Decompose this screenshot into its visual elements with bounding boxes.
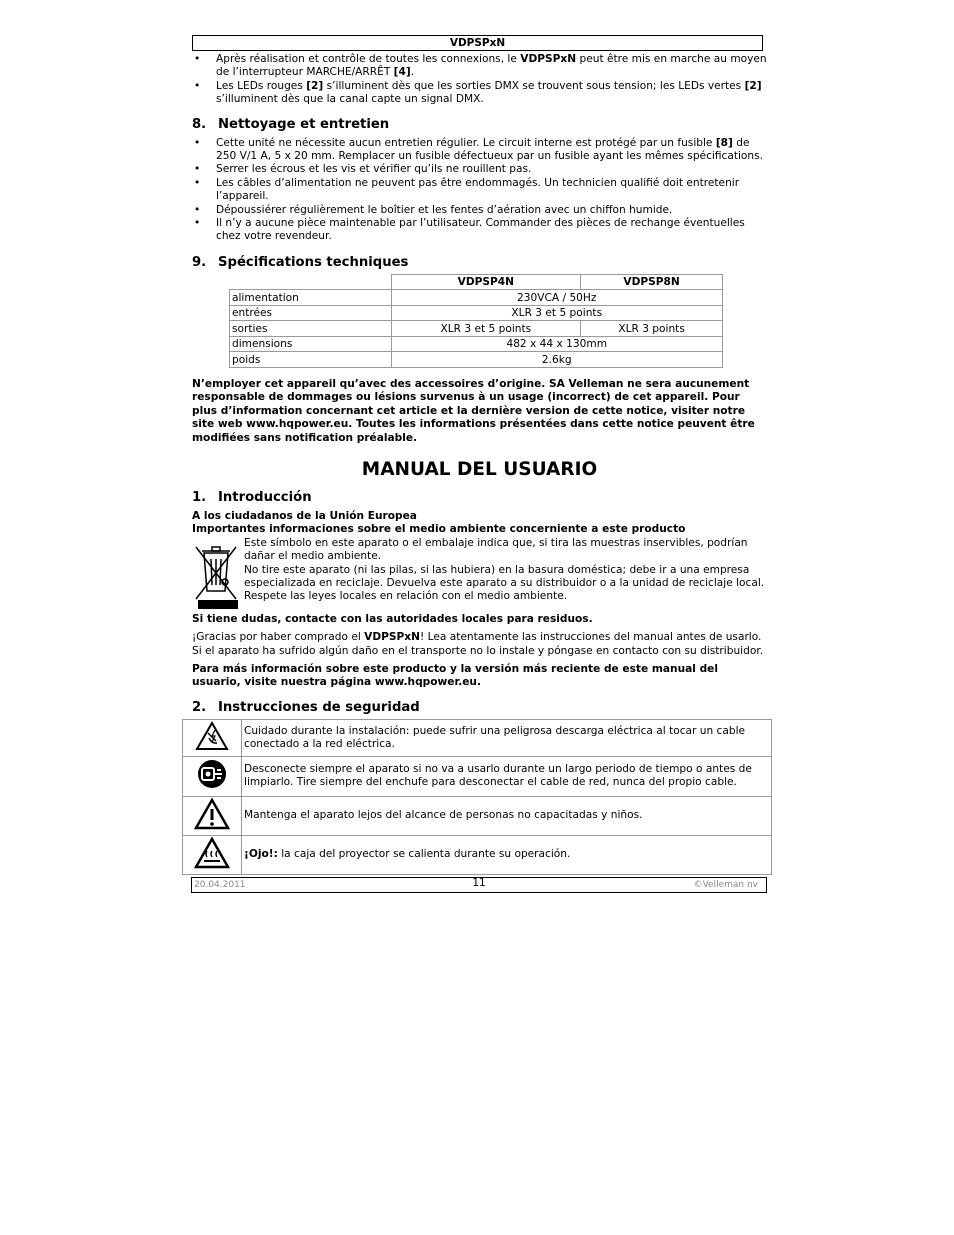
- column-header: VDPSP8N: [581, 274, 723, 290]
- weee-block: [192, 537, 767, 613]
- footer-date: 20.04.2011: [194, 880, 246, 890]
- footer-company: ©Velleman nv: [693, 880, 758, 890]
- section-heading: 8. Nettoyage et entretien: [192, 116, 390, 132]
- cell: XLR 3 points: [581, 321, 723, 337]
- warning-icon: [183, 796, 242, 835]
- list-item: • Serrer les écrous et les vis et vérifier qu’ils ne rouillent pas.: [192, 163, 767, 176]
- row-label: entrées: [230, 305, 392, 321]
- column-header: VDPSP4N: [391, 274, 581, 290]
- page: [192, 35, 767, 875]
- row-label: alimentation: [230, 290, 392, 306]
- section8-list: [192, 137, 767, 244]
- list-item: • Il n’y a aucune pièce maintenable par l’utilisateur. Commander des pièces de rechange éventuelles chez votre revendeur.: [192, 217, 767, 244]
- list-item: • Dépoussiérer régulièrement le boîtier et les fentes d’aération avec un chiffon humide.: [192, 204, 767, 217]
- weee-text: Este símbolo en este aparato o el embalaje indica que, si tira las muestras inservibles, podrían dañar el medio ambiente. No tire este aparato (ni las pilas, si las hubiera) en la basura doméstica; debe ir a una empresa especializada en reciclaje. Devuelva este aparato a su distribuidor o a la unidad de reciclaje local. Respete las leyes locales en relación con el medio ambiente.: [244, 536, 765, 603]
- intro-bullets: [192, 53, 767, 107]
- list-item: • Cette unité ne nécessite aucun entretien régulier. Le circuit interne est protégé par un fusible [8] de 250 V/1 A, 5 x 20 mm. Remplacer un fusible défectueux par un fusible ayant les mêmes spécifications.: [192, 137, 767, 164]
- safety-text: Desconecte siempre el aparato si no va a usarlo durante un largo periodo de tiempo o antes de limpiarlo. Tire siempre del enchufe para desconectar el cable de red, nunca del propio cable.: [242, 757, 772, 796]
- table-row: [230, 321, 723, 337]
- table-row: [183, 757, 772, 796]
- eu-citizens-line: A los ciudadanos de la Unión Europea: [192, 509, 417, 522]
- unplug-icon: [183, 757, 242, 796]
- cell: 482 x 44 x 130mm: [391, 336, 723, 352]
- table-row: [230, 290, 723, 306]
- manual-title: MANUAL DEL USUARIO: [361, 458, 598, 480]
- section-heading: 2. Instrucciones de seguridad: [192, 699, 420, 715]
- cell: XLR 3 et 5 points: [391, 321, 581, 337]
- table-row: [230, 352, 723, 368]
- electric-shock-warning-icon: [183, 719, 242, 756]
- row-label: dimensions: [230, 336, 392, 352]
- safety-text: Cuidado durante la instalación: puede sufrir una peligrosa descarga eléctrica al tocar un cable conectado a la red eléctrica.: [242, 719, 772, 756]
- weee-bin-icon: [192, 537, 244, 613]
- hot-surface-icon: [183, 835, 242, 874]
- doubts-line: Si tiene dudas, contacte con las autoridades locales para residuos.: [192, 612, 593, 625]
- header-model: VDPSPxN: [192, 35, 763, 51]
- table-row: [230, 336, 723, 352]
- spec-table: [229, 274, 723, 368]
- safety-text: ¡Ojo!: la caja del proyector se calienta durante su operación.: [242, 835, 772, 874]
- list-item: • Les câbles d’alimentation ne peuvent pas être endommagés. Un technicien qualifié doit entretenir l’appareil.: [192, 177, 767, 204]
- table-row: [183, 796, 772, 835]
- section-heading: 9. Spécifications techniques: [192, 254, 409, 270]
- disclaimer: N’employer cet appareil qu’avec des accessoires d’origine. SA Velleman ne sera aucunement responsable de dommages ou lésions survenus à un usage (incorrect) de cet appareil. Pour plus d’information concernant cet article et la dernière version de cette notice, visiter notre site web www.hqpower.eu. Toutes les informations présentées dans cette notice peuvent être modifiées sans notification préalable.: [192, 377, 755, 444]
- environment-line: Importantes informaciones sobre el medio ambiente concerniente a este producto: [192, 523, 686, 536]
- table-row: [183, 719, 772, 756]
- cell: 2.6kg: [391, 352, 723, 368]
- cell: XLR 3 et 5 points: [391, 305, 723, 321]
- table-row: [230, 305, 723, 321]
- list-item: • Après réalisation et contrôle de toutes les connexions, le VDPSPxN peut être mis en marche au moyen de l’interrupteur MARCHE/ARRÊT [4].: [192, 53, 767, 80]
- table-row: [183, 835, 772, 874]
- row-label: poids: [230, 352, 392, 368]
- table-corner: [230, 274, 392, 290]
- more-info: Para más información sobre este producto y la versión más reciente de este manual del usuario, visite nuestra página www.hqpower.eu.: [192, 662, 718, 689]
- page-number: 11: [472, 877, 486, 889]
- row-label: sorties: [230, 321, 392, 337]
- thanks-paragraph: ¡Gracias por haber comprado el VDPSPxN! Lea atentamente las instrucciones del manual antes de usarlo. Si el aparato ha sufrido algún daño en el transporte no lo instale y póngase en contacto con su distribuidor.: [192, 631, 764, 657]
- safety-table: [182, 719, 772, 876]
- cell: 230VCA / 50Hz: [391, 290, 723, 306]
- footer: [191, 877, 767, 893]
- list-item: • Les LEDs rouges [2] s’illuminent dès que les sorties DMX se trouvent sous tension; les LEDs vertes [2] s’illuminent dès que la canal capte un signal DMX.: [192, 80, 767, 107]
- safety-text: Mantenga el aparato lejos del alcance de personas no capacitadas y niños.: [242, 796, 772, 835]
- section-heading: 1. Introducción: [192, 489, 312, 505]
